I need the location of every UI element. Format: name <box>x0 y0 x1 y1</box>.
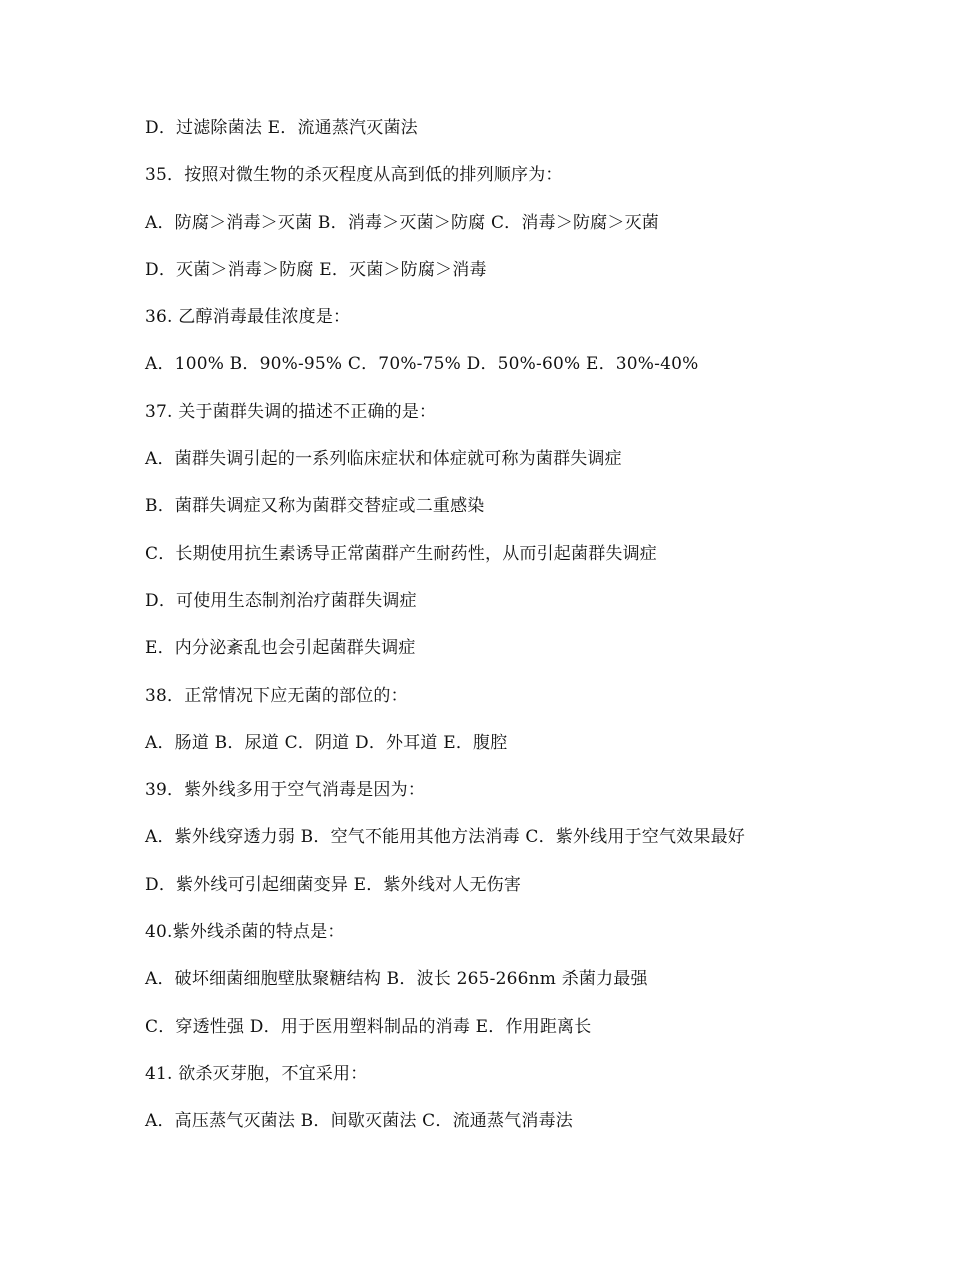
option-37-d: D．可使用生态制剂治疗菌群失调症 <box>145 590 417 611</box>
options-line-35-abc: A．防腐＞消毒＞灭菌 B．消毒＞灭菌＞防腐 C．消毒＞防腐＞灭菌 <box>145 212 659 233</box>
options-line-39-de: D．紫外线可引起细菌变异 E．紫外线对人无伤害 <box>145 874 522 895</box>
question-37: 37. 关于菌群失调的描述不正确的是： <box>145 401 437 422</box>
question-41: 41. 欲杀灭芽胞，不宜采用： <box>145 1063 368 1084</box>
options-line-34-de: D．过滤除菌法 E．流通蒸汽灭菌法 <box>145 118 418 138</box>
options-line-36: A．100% B．90%-95% C．70%-75% D．50%-60% E．30%-40% <box>145 354 699 375</box>
option-37-e: E．内分泌紊乱也会引起菌群失调症 <box>145 638 416 659</box>
question-40: 40.紫外线杀菌的特点是： <box>145 922 345 943</box>
option-37-c: C．长期使用抗生素诱导正常菌群产生耐药性，从而引起菌群失调症 <box>145 543 658 564</box>
options-line-38: A．肠道 B．尿道 C．阴道 D．外耳道 E．腹腔 <box>145 732 508 753</box>
options-line-40-cde: C．穿透性强 D．用于医用塑料制品的消毒 E．作用距离长 <box>145 1016 592 1037</box>
options-line-40-ab: A．破坏细菌细胞壁肽聚糖结构 B．波长 265-266nm 杀菌力最强 <box>145 969 648 990</box>
option-37-a: A．菌群失调引起的一系列临床症状和体症就可称为菌群失调症 <box>145 449 622 470</box>
question-35: 35．按照对微生物的杀灭程度从高到低的排列顺序为： <box>145 165 563 186</box>
options-line-39-abc: A．紫外线穿透力弱 B．空气不能用其他方法消毒 C．紫外线用于空气效果最好 <box>145 827 745 848</box>
question-38: 38．正常情况下应无菌的部位的： <box>145 685 408 706</box>
question-36: 36. 乙醇消毒最佳浓度是： <box>145 307 351 328</box>
option-37-b: B．菌群失调症又称为菌群交替症或二重感染 <box>145 496 485 517</box>
options-line-35-de: D．灭菌＞消毒＞防腐 E．灭菌＞防腐＞消毒 <box>145 259 487 280</box>
options-line-41-abc: A．高压蒸气灭菌法 B．间歇灭菌法 C．流通蒸气消毒法 <box>145 1111 573 1132</box>
question-text-block <box>145 115 945 1156</box>
question-39: 39．紫外线多用于空气消毒是因为： <box>145 780 426 801</box>
